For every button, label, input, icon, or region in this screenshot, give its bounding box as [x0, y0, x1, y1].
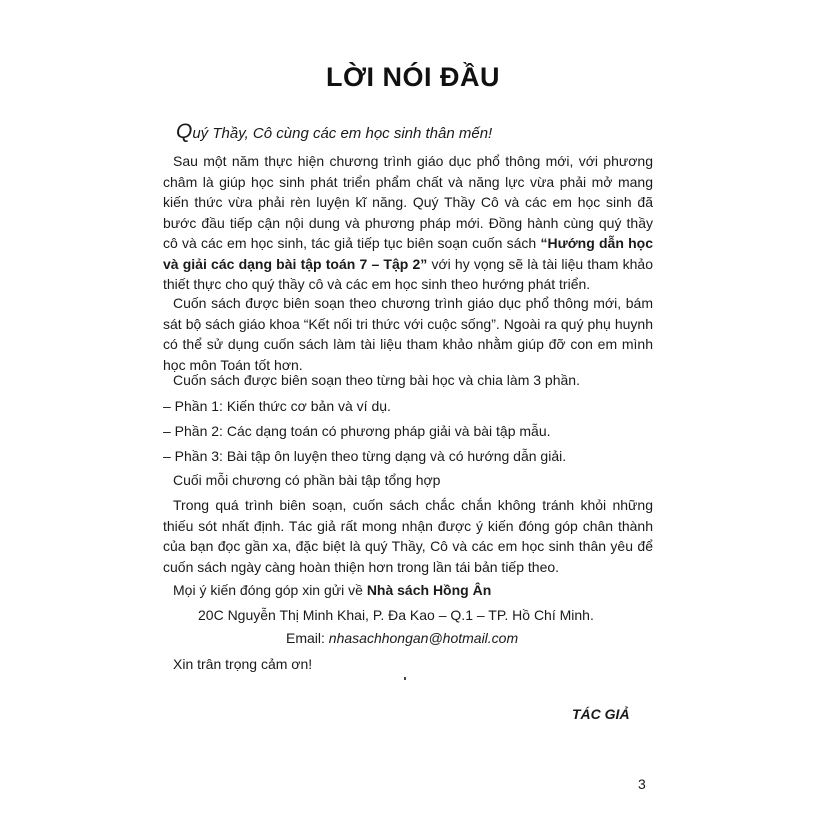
email-line: [286, 628, 518, 649]
author-signature: TÁC GIẢ: [572, 706, 630, 722]
structure-intro: Cuốn sách được biên soạn theo từng bài học và chia làm 3 phần.: [173, 372, 580, 388]
greeting-text: uý Thầy, Cô cùng các em học sinh thân mến!: [192, 125, 493, 142]
chapter-note: Cuối mỗi chương có phần bài tập tổng hợp: [173, 472, 441, 488]
book-title: “Hướng dẫn học và giải các dạng bài tập toán 7 – Tập 2”: [163, 235, 653, 272]
curriculum-paragraph: Cuốn sách được biên soạn theo chương trình giáo dục phổ thông mới, bám sát bộ sách giáo khoa “Kết nối tri thức với cuộc sống”. Ngoài ra quý phụ huynh có thể sử dụng cuốn sách làm tài liệu tham khảo nhằm giúp đỡ con em mình học môn Toán tốt hơn.: [163, 295, 653, 373]
publisher-address: 20C Nguyễn Thị Minh Khai, P. Đa Kao – Q.1 – TP. Hồ Chí Minh.: [198, 607, 594, 623]
page-number: 3: [638, 776, 646, 792]
feedback-paragraph: Trong quá trình biên soạn, cuốn sách chắc chắn không tránh khỏi những thiếu sót nhất định. Tác giả rất mong nhận được ý kiến đóng góp chân thành của bạn đọc gần xa, đặc biệt là quý Thầy, Cô và các em học sinh thân yêu để cuốn sách ngày càng hoàn thiện hơn trong lần tái bản tiếp theo.: [163, 497, 653, 575]
greeting-initial: Q: [176, 120, 193, 143]
page-title: LỜI NÓI ĐẦU: [325, 62, 501, 92]
part-item: – Phần 1: Kiến thức cơ bản và ví dụ.: [163, 398, 391, 414]
contact-intro: Mọi ý kiến đóng góp xin gửi về: [173, 582, 367, 598]
intro-paragraph: [163, 151, 653, 295]
publisher-name: Nhà sách Hồng Ân: [366, 582, 492, 598]
part-item: – Phần 2: Các dạng toán có phương pháp giải và bài tập mẫu.: [163, 423, 551, 439]
print-speck: [404, 677, 406, 680]
email-label: Email:: [286, 630, 329, 646]
contact-line: [173, 580, 491, 601]
part-item: – Phần 3: Bài tập ôn luyện theo từng dạng và có hướng dẫn giải.: [163, 448, 567, 464]
greeting: [176, 120, 492, 144]
intro-paragraph-end: với hy vọng sẽ là tài liệu tham khảo thiết thực cho quý thầy cô và các em học sinh theo hướng phát triển.: [163, 255, 654, 292]
email-address: nhasachhongan@hotmail.com: [328, 630, 519, 646]
thanks-line: Xin trân trọng cảm ơn!: [173, 656, 313, 672]
intro-paragraph-start: Sau một năm thực hiện chương trình giáo dục phổ thông mới, với phương châm là giúp học sinh phát triển phẩm chất và năng lực vừa phải mở mang kiến thức vừa phải rèn luyện kĩ năng. Quý Thầy Cô và các em học sinh đã bước đầu tiếp cận nội dung và phương pháp mới. Đồng hành cùng quý thầy cô và các em học sinh, tác giả tiếp tục biên soạn cuốn sách: [163, 153, 653, 251]
